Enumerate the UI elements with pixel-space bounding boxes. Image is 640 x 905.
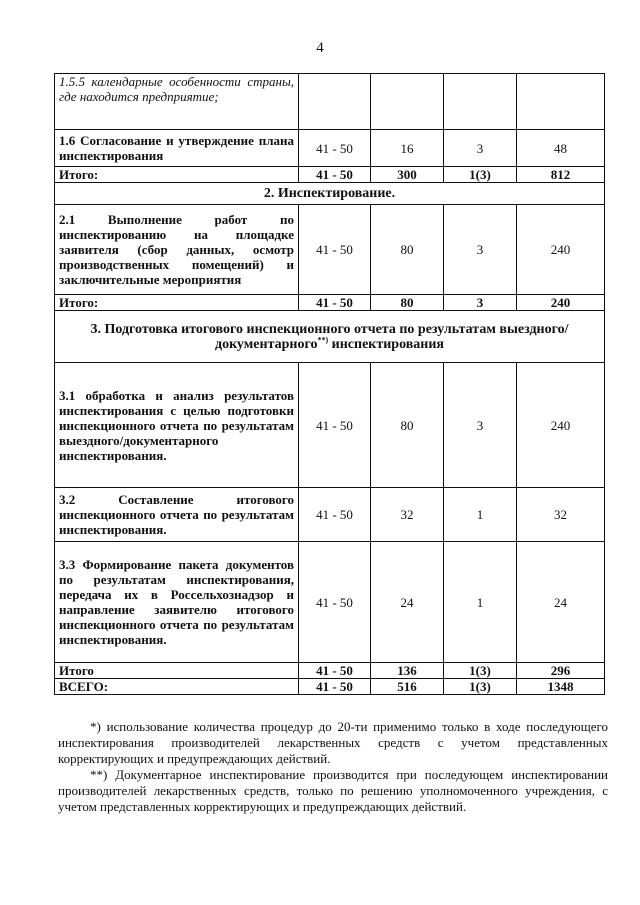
cell-value (371, 74, 444, 130)
cell-value: 32 (371, 488, 444, 542)
table-row-total (55, 295, 605, 311)
section-title-text: инспектирования (328, 336, 444, 352)
cell-value: 41 - 50 (299, 167, 371, 183)
cell-value: 3 (444, 205, 517, 295)
cell-value: 1(3) (444, 663, 517, 679)
cell-value: 41 - 50 (299, 205, 371, 295)
cell-value: 24 (517, 542, 605, 663)
table-row-total (55, 663, 605, 679)
cell-value: 80 (371, 205, 444, 295)
row-description: 1.6 Согласование и утверждение плана инспектирования (55, 130, 299, 167)
cell-value (444, 74, 517, 130)
row-description: 3.2 Составление итогового инспекционного отчета по результатам инспектирования. (55, 488, 299, 542)
section-title (55, 311, 605, 363)
cell-value: 296 (517, 663, 605, 679)
section-title: 2. Инспектирование. (55, 183, 605, 205)
cell-value: 16 (371, 130, 444, 167)
inspection-cost-table (54, 73, 605, 695)
cell-value: 80 (371, 363, 444, 488)
cell-value: 41 - 50 (299, 542, 371, 663)
table-row (55, 542, 605, 663)
cell-value: 1 (444, 542, 517, 663)
cell-value: 136 (371, 663, 444, 679)
cell-value: 3 (444, 130, 517, 167)
cell-value: 32 (517, 488, 605, 542)
cell-value: 240 (517, 295, 605, 311)
cell-value: 812 (517, 167, 605, 183)
cell-value: 41 - 50 (299, 363, 371, 488)
cell-value: 1 (444, 488, 517, 542)
cell-value: 1(3) (444, 167, 517, 183)
cell-value: 41 - 50 (299, 679, 371, 695)
footnotes (58, 719, 608, 815)
row-description: 1.5.5 календарные особенности страны, где находится предприятие; (55, 74, 299, 130)
section-header-row (55, 311, 605, 363)
page-number: 4 (316, 40, 324, 56)
row-description: 2.1 Выполнение работ по инспектированию на площадке заявителя (сбор данных, осмотр производственных помещений) и заключительные мероприятия (55, 205, 299, 295)
cell-value: 41 - 50 (299, 130, 371, 167)
footnote-marker: **) (317, 334, 329, 344)
cell-value: 41 - 50 (299, 295, 371, 311)
cell-value: 80 (371, 295, 444, 311)
cell-value: 24 (371, 542, 444, 663)
table-row (55, 363, 605, 488)
cell-value: 3 (444, 363, 517, 488)
table-row (55, 205, 605, 295)
cell-value: 240 (517, 205, 605, 295)
row-description: 3.1 обработка и анализ результатов инспектирования с целью подготовки инспекционного отчета по результатам выездного/документарного инспектирования. (55, 363, 299, 488)
footnote-1: *) использование количества процедур до 20-ти применимо только в ходе последующего инспектирования производителей лекарственных средств с учетом представленных корректирующих и предупреждающих действий. (58, 719, 608, 766)
cell-value: 3 (444, 295, 517, 311)
cell-value: 516 (371, 679, 444, 695)
cell-value: 240 (517, 363, 605, 488)
section-header-row (55, 183, 605, 205)
row-description: 3.3 Формирование пакета документов по результатам инспектирования, передача их в Россельхознадзор и направление заявителю итогового инспекционного отчета по результатам инспектирования. (55, 542, 299, 663)
row-description: Итого: (55, 295, 299, 311)
row-description: Итого: (55, 167, 299, 183)
table-row (55, 74, 605, 130)
row-description: ВСЕГО: (55, 679, 299, 695)
row-description: Итого (55, 663, 299, 679)
cell-value: 1348 (517, 679, 605, 695)
table-row (55, 130, 605, 167)
table-row-total (55, 167, 605, 183)
section-title-text: 3. Подготовка итогового инспекционного отчета по результатам выездного/документарного (90, 321, 569, 352)
cell-value (299, 74, 371, 130)
cell-value: 48 (517, 130, 605, 167)
table-row (55, 488, 605, 542)
cell-value (517, 74, 605, 130)
cell-value: 300 (371, 167, 444, 183)
table-row-grand-total (55, 679, 605, 695)
footnote-2: **) Документарное инспектирование производится при последующем инспектировании производителей лекарственных средств, только по решению уполномоченного учреждения, с учетом представленных корректирующих и предупреждающих действий. (58, 767, 608, 814)
cell-value: 41 - 50 (299, 663, 371, 679)
cell-value: 1(3) (444, 679, 517, 695)
cell-value: 41 - 50 (299, 488, 371, 542)
